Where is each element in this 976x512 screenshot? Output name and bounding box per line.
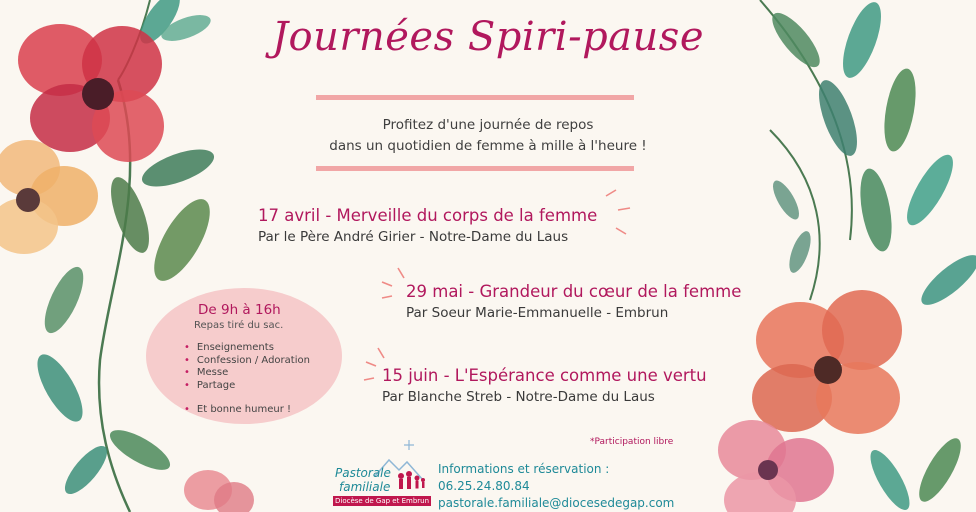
event-title: 17 avril - Merveille du corps de la femme <box>258 206 598 225</box>
leaf <box>899 149 962 231</box>
leaf <box>143 191 220 289</box>
leaf <box>915 248 976 313</box>
leaf <box>855 166 897 254</box>
contact-heading: Informations et réservation : <box>438 462 610 476</box>
event-item <box>406 282 741 321</box>
page-title: Journées Spiri-pause <box>272 14 704 60</box>
logo-text-1: Pastorale <box>335 466 391 480</box>
leaf <box>785 229 815 276</box>
logo-text-2: familiale <box>339 480 391 494</box>
event-title: 29 mai - Grandeur du cœur de la femme <box>406 282 742 301</box>
pink-flower <box>718 420 834 512</box>
leaf <box>29 348 91 428</box>
leaf <box>912 433 969 507</box>
event-item <box>382 366 707 405</box>
leaf <box>863 445 916 512</box>
event-speaker: Par Blanche Streb - Notre-Dame du Laus <box>382 389 655 405</box>
leaf <box>58 440 113 500</box>
contact-info <box>438 461 674 512</box>
leaf <box>879 66 921 154</box>
schedule-list <box>184 342 310 392</box>
event-speaker: Par Soeur Marie-Emmanuelle - Embrun <box>406 305 669 321</box>
participation-note: *Participation libre <box>590 437 674 447</box>
title-divider <box>316 95 634 100</box>
schedule-extra: • Et bonne humeur ! <box>184 404 291 415</box>
logo-banner: Diocèse de Gap et Embrun <box>335 497 430 505</box>
intro-line-1: Profitez d'une journée de repos <box>382 117 594 133</box>
event-speaker: Par le Père André Girier - Notre-Dame du Laus <box>258 229 569 245</box>
event-title: 15 juin - L'Espérance comme une vertu <box>382 366 707 385</box>
schedule-item: • Enseignements <box>184 342 310 355</box>
pink-flower-small <box>184 470 254 512</box>
leaf <box>768 177 804 223</box>
contact-phone: 06.25.24.80.84 <box>438 479 530 493</box>
contact-email: pastorale.familiale@diocesedegap.com <box>438 496 675 510</box>
schedule-item: • Partage <box>184 380 310 393</box>
intro-line-2: dans un quotidien de femme à mille à l'heure ! <box>329 138 647 154</box>
leaf <box>105 423 176 478</box>
event-item <box>258 206 597 245</box>
schedule-item: • Messe <box>184 367 310 380</box>
leaf <box>37 262 91 338</box>
schedule-time: De 9h à 16h <box>198 302 281 318</box>
pastorale-logo <box>333 436 431 508</box>
yellow-flower <box>0 140 98 254</box>
schedule-meal: Repas tiré du sac. <box>194 320 284 331</box>
intro-divider <box>316 166 634 171</box>
intro-text <box>250 115 726 157</box>
schedule-item: • Confession / Adoration <box>184 355 310 368</box>
leaf <box>811 76 865 161</box>
orange-flower <box>752 290 902 434</box>
